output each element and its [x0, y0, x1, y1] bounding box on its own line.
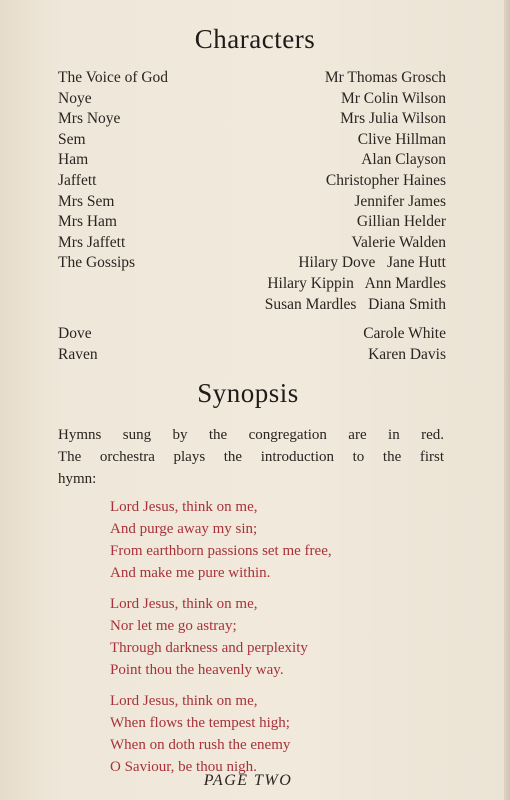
cast-actor: Valerie Walden [351, 233, 446, 251]
cast-role: Ham [58, 151, 89, 169]
cast-actor: Karen Davis [368, 345, 446, 363]
cast-role: Mrs Sem [58, 192, 115, 210]
hymn-line: O Saviour, be thou nigh. [110, 759, 257, 775]
cast-actor: Mrs Julia Wilson [340, 110, 446, 128]
cast-actor: Mr Thomas Grosch [324, 69, 446, 86]
cast-row [58, 89, 446, 110]
cast-role: Mrs Noye [58, 110, 121, 128]
hymn-line: Lord Jesus, think on me, [110, 499, 258, 515]
intro-line: hymn: [58, 471, 97, 487]
cast-role: Dove [58, 325, 92, 343]
cast-role: Mrs Ham [58, 213, 117, 231]
hymn-line: When on doth rush the enemy [110, 737, 291, 753]
cast-row [58, 212, 446, 233]
cast-role: Mrs Jaffett [58, 233, 126, 251]
characters-heading: Characters [194, 24, 316, 54]
intro-line: The orchestra plays the introduction to the first [58, 449, 444, 465]
cast-actor: Carole White [363, 325, 446, 343]
cast-actor: Clive Hillman [357, 130, 446, 148]
hymn-verse [110, 690, 430, 778]
cast-actor: Susan Mardles Diana Smith [264, 295, 446, 313]
cast-role: The Gossips [58, 254, 136, 272]
hymn-text [110, 496, 430, 787]
intro-line: Hymns sung by the congregation are in red. [58, 427, 444, 443]
hymn-line: When flows the tempest high; [110, 715, 290, 731]
page-number-footer: PAGE TWO [203, 772, 293, 789]
cast-actor: Christopher Haines [325, 171, 446, 189]
hymn-line: Lord Jesus, think on me, [110, 596, 258, 612]
cast-actor: Alan Clayson [361, 151, 446, 169]
cast-actor: Hilary Dove Jane Hutt [298, 254, 446, 272]
cast-actor: Jennifer James [354, 192, 446, 210]
cast-row [58, 324, 446, 345]
hymn-line: And make me pure within. [110, 565, 271, 581]
cast-role: The Voice of God [58, 69, 169, 86]
cast-row [58, 109, 446, 130]
cast-row [58, 345, 446, 366]
cast-actor: Hilary Kippin Ann Mardles [267, 274, 446, 292]
cast-role: Noye [58, 89, 92, 107]
cast-role: Jaffett [58, 171, 97, 189]
hymn-line: Nor let me go astray; [110, 618, 237, 634]
cast-row [58, 233, 446, 254]
hymn-verse [110, 496, 430, 584]
cast-row [58, 171, 446, 192]
cast-row [58, 150, 446, 171]
cast-row [58, 253, 446, 274]
hymn-line: Through darkness and perplexity [110, 640, 308, 656]
cast-actor: Mr Colin Wilson [340, 89, 446, 107]
cast-actor: Gillian Helder [356, 213, 446, 231]
synopsis-intro [58, 424, 444, 490]
cast-row [58, 274, 446, 295]
page-spine [504, 0, 510, 800]
hymn-verse [110, 593, 430, 681]
hymn-line: Point thou the heavenly way. [110, 662, 284, 678]
cast-list [58, 68, 446, 365]
cast-role: Raven [58, 345, 98, 363]
cast-role: Sem [58, 130, 86, 148]
hymn-line: Lord Jesus, think on me, [110, 693, 258, 709]
synopsis-heading: Synopsis [197, 378, 299, 408]
cast-row [58, 130, 446, 151]
cast-row [58, 295, 446, 316]
cast-row [58, 192, 446, 213]
hymn-line: And purge away my sin; [110, 521, 258, 537]
cast-row [58, 68, 446, 89]
hymn-line: From earthborn passions set me free, [110, 543, 332, 559]
